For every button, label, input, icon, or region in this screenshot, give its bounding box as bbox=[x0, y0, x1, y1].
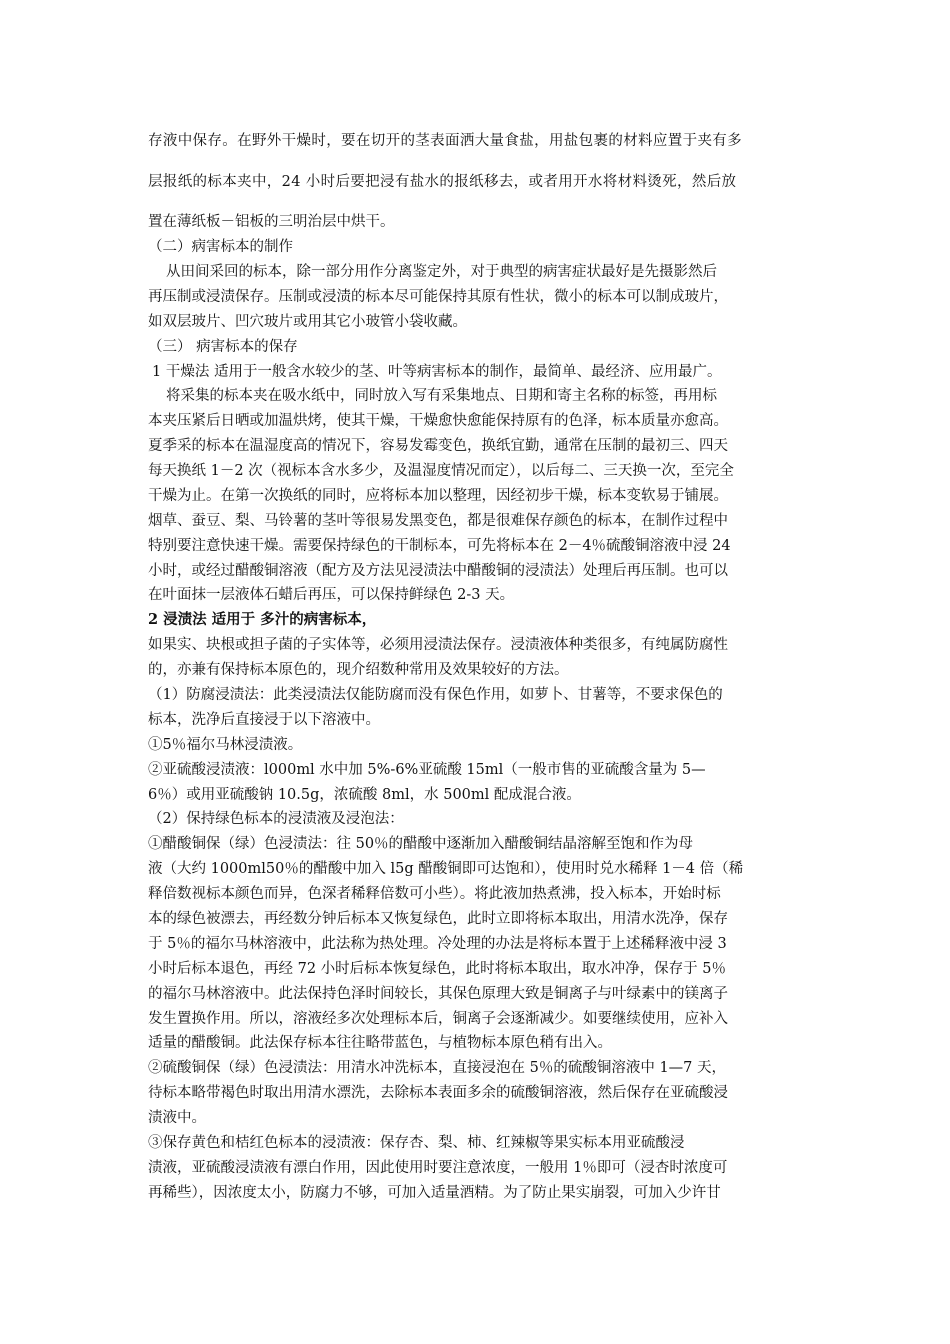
text-line: 1 干燥法 适用于一般含水较少的茎、叶等病害标本的制作，最简单、最经济、应用最广。 bbox=[152, 364, 722, 380]
text-line: 本夹压紧后日晒或加温烘烤，使其干燥，干燥愈快愈能保持原有的色泽，标本质量亦愈高。 bbox=[148, 413, 728, 429]
text-line: 将采集的标本夹在吸水纸中，同时放入写有采集地点、日期和寄主名称的标签，再用标 bbox=[166, 388, 717, 404]
text-line: ③保存黄色和桔红色标本的浸渍液：保存杏、梨、柿、红辣椒等果实标本用亚硫酸浸 bbox=[148, 1135, 685, 1151]
text-line: 液（大约 1000ml50％的醋酸中加入 l5g 醋酸铜即可达饱和），使用时兑水稀释 1－4 倍（稀 bbox=[148, 861, 744, 877]
text-line: ②亚硫酸浸渍液：l000ml 水中加 5%-6%亚硫酸 15ml（一般市售的亚硫酸含量为 5— bbox=[148, 762, 706, 778]
text-line: 干燥为止。在第一次换纸的同时，应将标本加以整理，因经初步干燥，标本变软易于铺展。 bbox=[148, 488, 728, 504]
text-line: 渍液中。 bbox=[148, 1110, 206, 1126]
text-line: （2）保持绿色标本的浸渍液及浸泡法： bbox=[148, 811, 404, 827]
text-line: 本的绿色被漂去，再经数分钟后标本又恢复绿色，此时立即将标本取出，用清水洗净，保存 bbox=[148, 911, 728, 927]
text-line: 烟草、蚕豆、梨、马铃薯的茎叶等很易发黑变色，都是很难保存颜色的标本，在制作过程中 bbox=[148, 513, 728, 529]
text-line: 存液中保存。在野外干燥时，要在切开的茎表面洒大量食盐，用盐包裹的材料应置于夹有多 bbox=[148, 133, 742, 149]
text-line: （1）防腐浸渍法：此类浸渍法仅能防腐而没有保色作用，如萝卜、甘薯等，不要求保色的 bbox=[148, 687, 723, 703]
text-line: 标本，洗净后直接浸于以下溶液中。 bbox=[148, 712, 380, 728]
text-line: ②硫酸铜保（绿）色浸渍法：用清水冲洗标本，直接浸泡在 5％的硫酸铜溶液中 1—7 天， bbox=[148, 1060, 727, 1076]
text-line: 6％）或用亚硫酸钠 10.5g，浓硫酸 8ml，水 500ml 配成混合液。 bbox=[148, 787, 581, 803]
text-line: 于 5％的福尔马林溶液中，此法称为热处理。冷处理的办法是将标本置于上述稀释液中浸 3 bbox=[148, 936, 727, 952]
text-line: 待标本略带褐色时取出用清水漂洗，去除标本表面多余的硫酸铜溶液，然后保存在亚硫酸浸 bbox=[148, 1085, 728, 1101]
text-line: 渍液，亚硫酸浸渍液有漂白作用，因此使用时要注意浓度，一般用 1％即可（浸杏时浓度可 bbox=[148, 1160, 728, 1176]
text-line: ①醋酸铜保（绿）色浸渍法：往 50％的醋酸中逐渐加入醋酸铜结晶溶解至饱和作为母 bbox=[148, 836, 694, 852]
text-line: 层报纸的标本夹中，24 小时后要把浸有盐水的报纸移去，或者用开水将材料烫死，然后放 bbox=[148, 174, 737, 190]
text-line: 发生置换作用。所以，溶液经多次处理标本后，铜离子会逐渐减少。如要继续使用，应补入 bbox=[148, 1011, 728, 1027]
text-line: 每天换纸 1－2 次（视标本含水多少，及温湿度情况而定），以后每二、三天换一次，至完全 bbox=[148, 463, 734, 479]
text-line: 在叶面抹一层液体石蜡后再压，可以保持鲜绿色 2-3 天。 bbox=[148, 587, 515, 603]
text-line: 再稀些），因浓度太小，防腐力不够，可加入适量酒精。为了防止果实崩裂，可加入少许甘 bbox=[148, 1185, 721, 1201]
text-line: 特别要注意快速干燥。需要保持绿色的干制标本，可先将标本在 2－4％硫酸铜溶液中浸 24 bbox=[148, 538, 731, 554]
text-line: 如果实、块根或担子菌的子实体等，必须用浸渍法保存。浸渍液体种类很多，有纯属防腐性 bbox=[148, 637, 728, 653]
section-heading: （三） 病害标本的保存 bbox=[148, 339, 298, 355]
text-line: 小时后标本退色，再经 72 小时后标本恢复绿色，此时将标本取出，取水冲净，保存于 5％ bbox=[148, 961, 726, 977]
method-heading: 2 浸渍法 适用于 多汁的病害标本， bbox=[148, 611, 377, 628]
text-line: 适量的醋酸铜。此法保存标本往往略带蓝色，与植物标本原色稍有出入。 bbox=[148, 1035, 612, 1051]
text-line: 再压制或浸渍保存。压制或浸渍的标本尽可能保持其原有性状，微小的标本可以制成玻片， bbox=[148, 289, 728, 305]
text-line: 如双层玻片、凹穴玻片或用其它小玻管小袋收藏。 bbox=[148, 314, 467, 330]
text-line: ①5％福尔马林浸渍液。 bbox=[148, 737, 303, 753]
section-heading: （二）病害标本的制作 bbox=[148, 239, 293, 255]
text-line: 置在薄纸板－铝板的三明治层中烘干。 bbox=[148, 214, 395, 230]
text-line: 夏季采的标本在温湿度高的情况下，容易发霉变色，换纸宜勤，通常在压制的最初三、四天 bbox=[148, 438, 728, 454]
text-line: 的福尔马林溶液中。此法保持色泽时间较长，其保色原理大致是铜离子与叶绿素中的镁离子 bbox=[148, 986, 728, 1002]
text-line: 释倍数视标本颜色而异，色深者稀释倍数可小些）。将此液加热煮沸，投入标本，开始时标 bbox=[148, 886, 721, 902]
text-line: 从田间采回的标本，除一部分用作分离鉴定外，对于典型的病害症状最好是先摄影然后 bbox=[166, 264, 717, 280]
text-line: 的，亦兼有保持标本原色的，现介绍数种常用及效果较好的方法。 bbox=[148, 662, 569, 678]
text-line: 小时，或经过醋酸铜溶液（配方及方法见浸渍法中醋酸铜的浸渍法）处理后再压制。也可以 bbox=[148, 563, 728, 579]
